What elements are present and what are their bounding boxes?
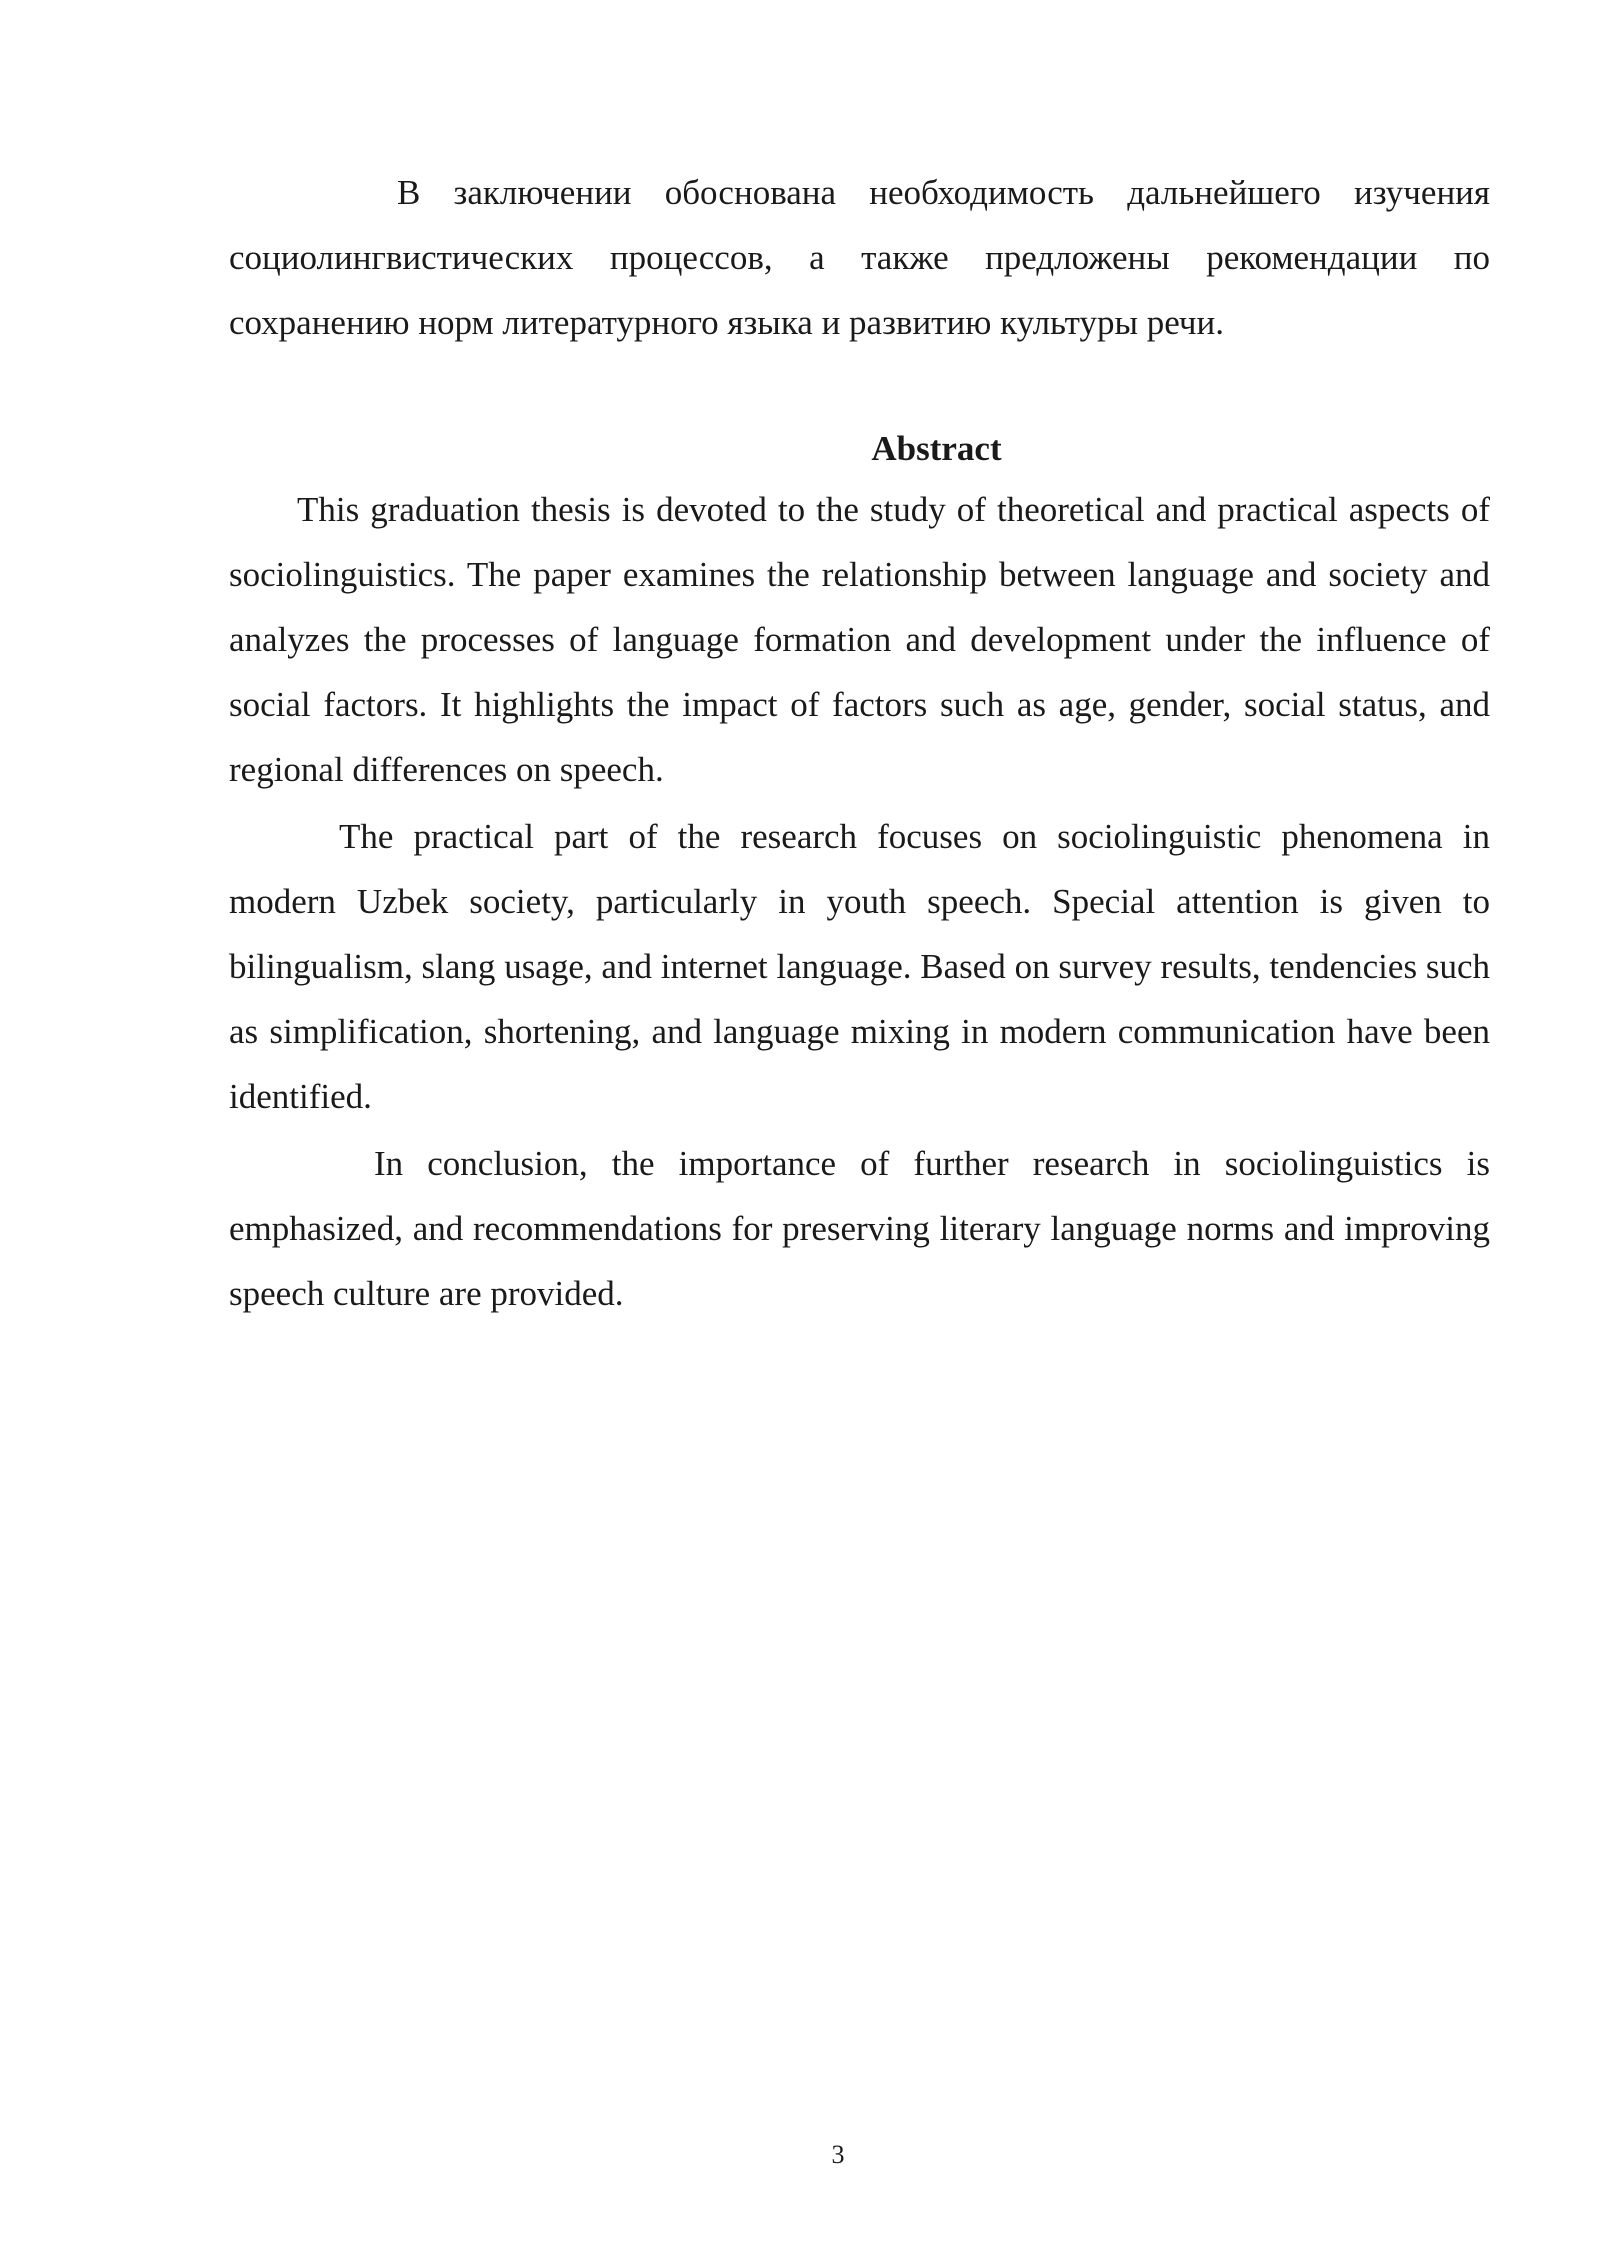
- page-content: [229, 160, 1490, 1326]
- abstract-heading: Abstract: [871, 429, 1002, 468]
- abstract-paragraph-3: In conclusion, the importance of further research in sociolinguistics is emphasized, and recommendations for preserving literary language norms and improving speech culture are provided.: [229, 1144, 1490, 1313]
- abstract-paragraph-1: This graduation thesis is devoted to the study of theoretical and practical aspects of sociolinguistics. The paper examines the relationship between language and society and analyzes the processes of language formation and development under the influence of social factors. It highlights the impact of factors such as age, gender, social status, and regional differences on speech.: [229, 490, 1490, 789]
- abstract-paragraph-2: The practical part of the research focuses on sociolinguistic phenomena in modern Uzbek society, particularly in youth speech. Special attention is given to bilingualism, slang usage, and internet language. Based on survey results, tendencies such as simplification, shortening, and language mixing in modern communication have been identified.: [229, 817, 1490, 1116]
- russian-conclusion-paragraph: В заключении обоснована необходимость дальнейшего изучения социолингвистических процессов, а также предложены рекомендации по сохранению норм литературного языка и развитию культуры речи.: [229, 173, 1490, 342]
- page-number: 3: [831, 2140, 845, 2169]
